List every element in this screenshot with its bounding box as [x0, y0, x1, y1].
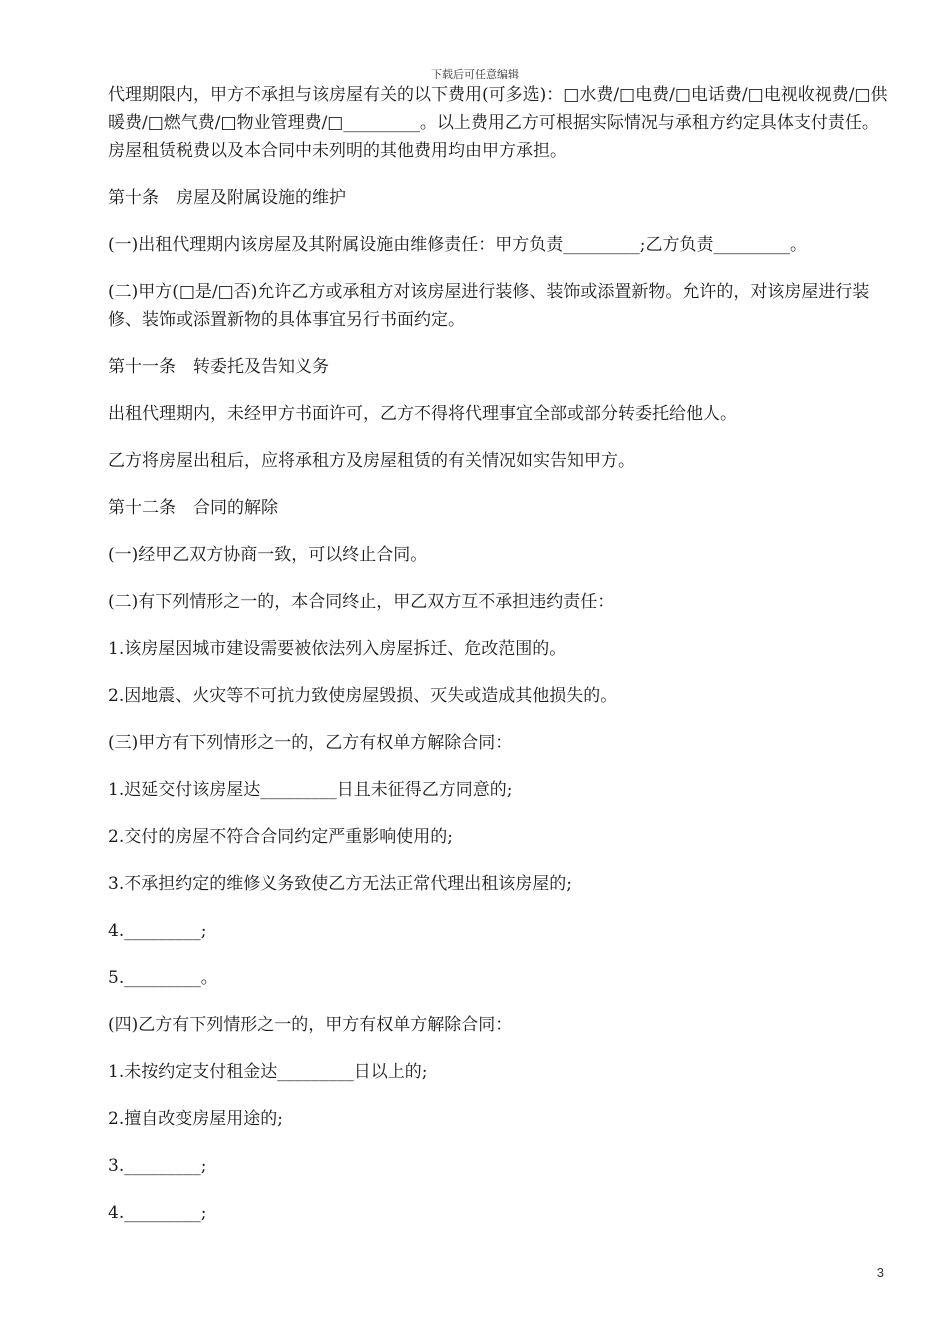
list-item: 1.迟延交付该房屋达_________日且未征得乙方同意的; [108, 780, 513, 800]
heading-article-10: 第十条 房屋及附属设施的维护 [108, 188, 346, 208]
list-item: 4._________; [108, 921, 207, 941]
heading-article-11: 第十一条 转委托及告知义务 [108, 357, 329, 377]
list-item: 4._________; [108, 1203, 207, 1223]
paragraph-10-2: (二)甲方(□是/□否)允许乙方或承租方对该房屋进行装修、装饰或添置新物。允许的，对该房屋进行装修、装饰或添置新物的具体事宜另行书面约定。 [108, 282, 870, 330]
list-item: 1.未按约定支付租金达_________日以上的; [108, 1062, 428, 1082]
page-number: 3 [876, 1265, 884, 1280]
list-item: 2.因地震、火灾等不可抗力致使房屋毁损、灭失或造成其他损失的。 [108, 686, 618, 706]
list-item: 3._________; [108, 1156, 207, 1176]
list-item: 5._________。 [108, 968, 218, 988]
download-note: 下载后可任意编辑 [431, 68, 519, 81]
list-item: 2.擅自改变房屋用途的; [108, 1109, 283, 1129]
paragraph-12-2: (二)有下列情形之一的，本合同终止，甲乙双方互不承担违约责任： [108, 592, 615, 612]
paragraph-11-2: 乙方将房屋出租后，应将承租方及房屋租赁的有关情况如实告知甲方。 [108, 451, 635, 471]
paragraph-11-1: 出租代理期内，未经甲方书面许可，乙方不得将代理事宜全部或部分转委托给他人。 [108, 404, 737, 424]
list-item: 3.不承担约定的维修义务致使乙方无法正常代理出租该房屋的; [108, 874, 572, 894]
heading-article-12: 第十二条 合同的解除 [108, 498, 278, 518]
paragraph-fees: 代理期限内，甲方不承担与该房屋有关的以下费用(可多选)：□水费/□电费/□电话费/□电视收视费/□供暖费/□燃气费/□物业管理费/□_________。以上费用乙方可根据实际情况与承租方约定具体支付责任。房屋租赁税费以及本合同中未列明的其他费用均由甲方承担。 [108, 85, 888, 161]
paragraph-12-4: (四)乙方有下列情形之一的，甲方有权单方解除合同： [108, 1015, 513, 1035]
document-body [108, 81, 890, 1246]
list-item: 1.该房屋因城市建设需要被依法列入房屋拆迁、危改范围的。 [108, 639, 567, 659]
paragraph-12-3: (三)甲方有下列情形之一的，乙方有权单方解除合同： [108, 733, 513, 753]
paragraph-12-1: (一)经甲乙双方协商一致，可以终止合同。 [108, 545, 428, 565]
list-item: 2.交付的房屋不符合合同约定严重影响使用的; [108, 827, 453, 847]
paragraph-10-1: (一)出租代理期内该房屋及其附属设施由维修责任：甲方负责_________;乙方负责_________。 [108, 235, 807, 255]
